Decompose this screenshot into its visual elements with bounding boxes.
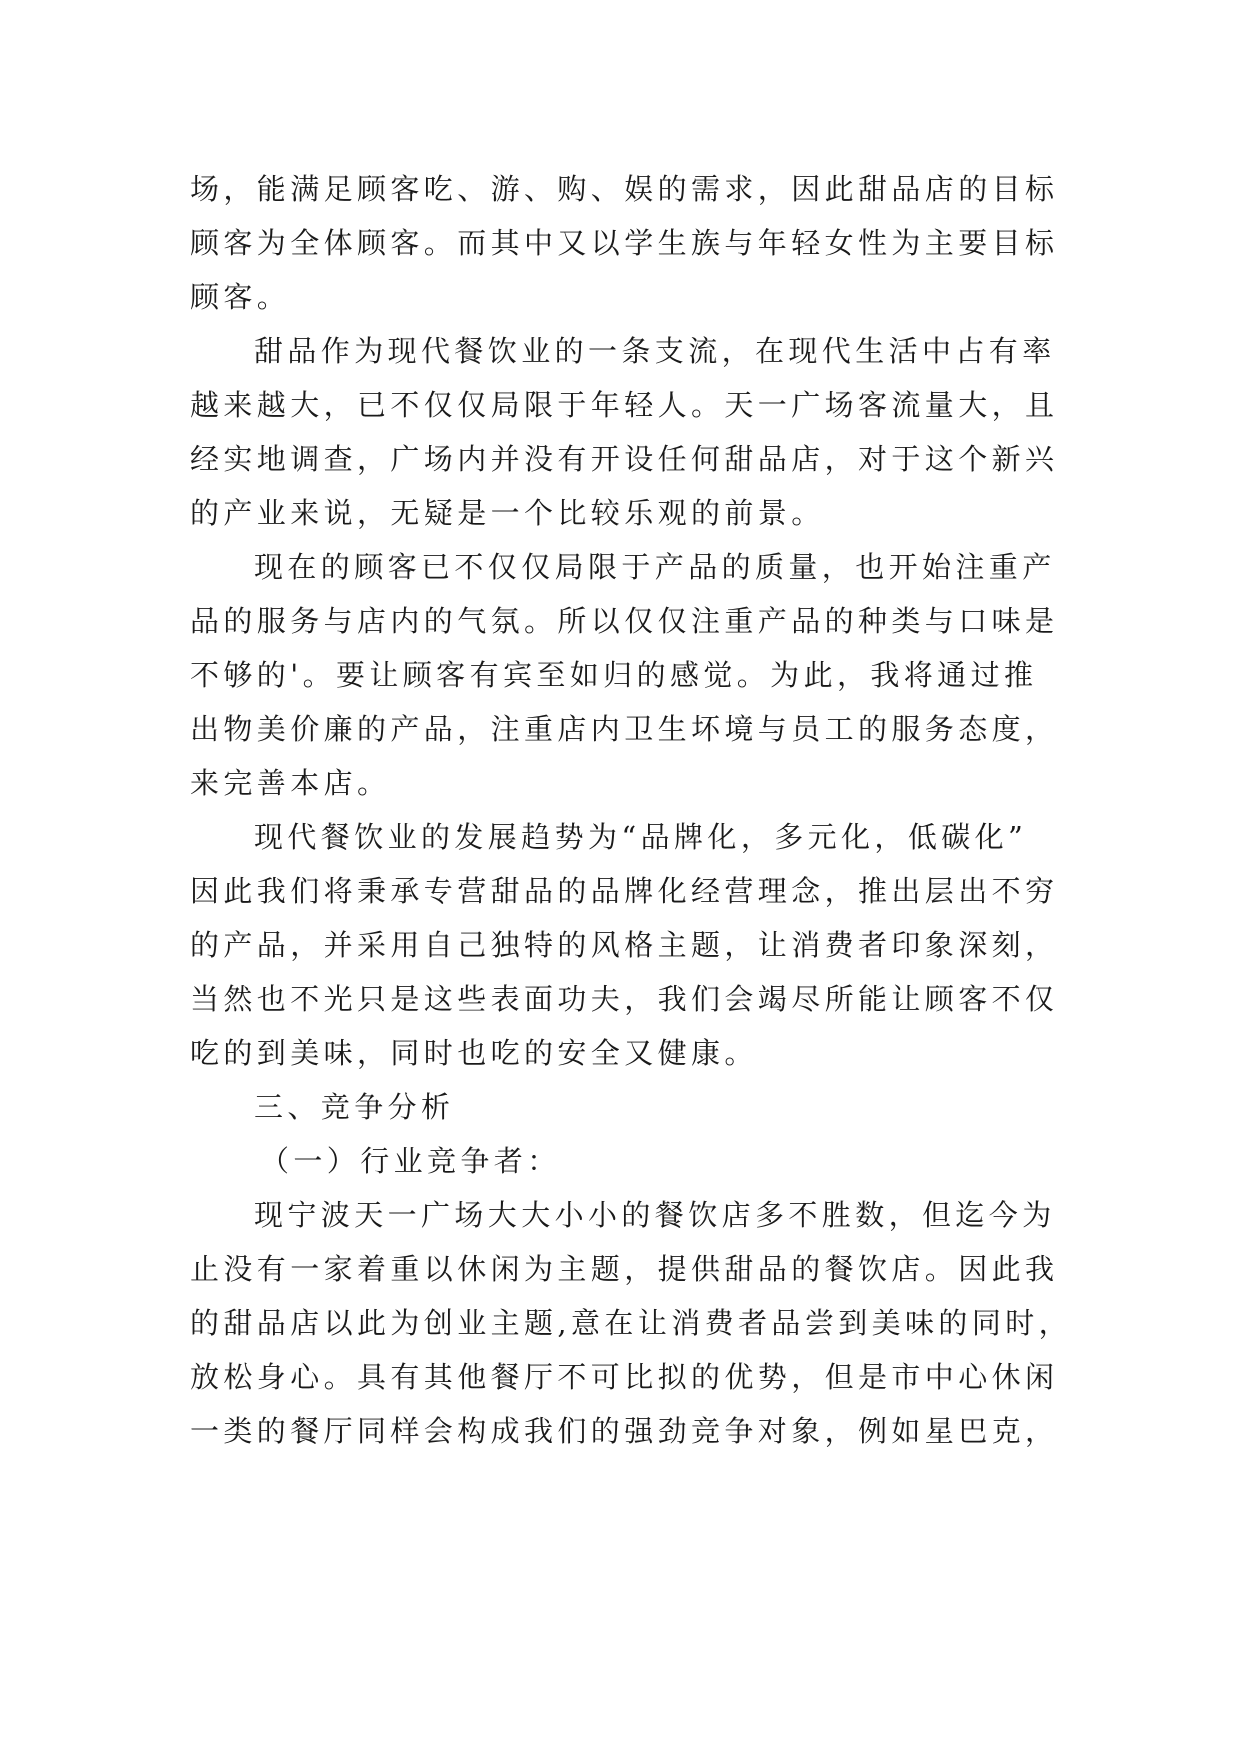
paragraph-start-line: 现在的顾客已不仅仅局限于产品的质量，也开始注重产 — [254, 550, 1056, 584]
paragraph-start-line: 甜品作为现代餐饮业的一条支流，在现代生活中占有率 — [254, 334, 1056, 368]
section-heading: 三、竞争分析 — [254, 1090, 455, 1124]
text-line: 顾客为全体顾客。而其中又以学生族与年轻女性为主要目标 — [190, 226, 1059, 260]
text-line: 出物美价廉的产品，注重店内卫生坏境与员工的服务态度， — [190, 712, 1059, 746]
text-line: 的产品，并采用自己独特的风格主题，让消费者印象深刻， — [190, 928, 1059, 962]
text-line: 不够的'。要让顾客有宾至如归的感觉。为此，我将通过推 — [190, 658, 1038, 692]
text-line: 顾客。 — [190, 280, 291, 314]
text-line: 的甜品店以此为创业主题,意在让消费者品尝到美味的同时， — [190, 1306, 1073, 1340]
text-line: 越来越大，已不仅仅局限于年轻人。天一广场客流量大，且 — [190, 388, 1059, 422]
text-line: 因此我们将秉承专营甜品的品牌化经营理念，推出层出不穷 — [190, 874, 1059, 908]
text-line: 当然也不光只是这些表面功夫，我们会竭尽所能让顾客不仅 — [190, 982, 1059, 1016]
text-line: 场，能满足顾客吃、游、购、娱的需求，因此甜品店的目标 — [190, 172, 1059, 206]
text-line: 吃的到美味，同时也吃的安全又健康。 — [190, 1036, 758, 1070]
paragraph-start-line: 现宁波天一广场大大小小的餐饮店多不胜数，但迄今为 — [254, 1198, 1056, 1232]
text-line: 经实地调查，广场内并没有开设任何甜品店，对于这个新兴 — [190, 442, 1059, 476]
text-line: 一类的餐厅同样会构成我们的强劲竞争对象，例如星巴克， — [190, 1414, 1059, 1448]
paragraph-start-line: 现代餐饮业的发展趋势为“品牌化，多元化，低碳化” — [254, 820, 1028, 854]
text-line: 放松身心。具有其他餐厅不可比拟的优势，但是市中心休闲 — [190, 1360, 1059, 1394]
body-text — [190, 162, 1073, 1458]
subsection-heading: （一）行业竞争者： — [260, 1144, 561, 1178]
text-line: 止没有一家着重以休闲为主题，提供甜品的餐饮店。因此我 — [190, 1252, 1059, 1286]
text-line: 品的服务与店内的气氛。所以仅仅注重产品的种类与口味是 — [190, 604, 1059, 638]
text-line: 来完善本店。 — [190, 766, 391, 800]
text-line: 的产业来说，无疑是一个比较乐观的前景。 — [190, 496, 825, 530]
